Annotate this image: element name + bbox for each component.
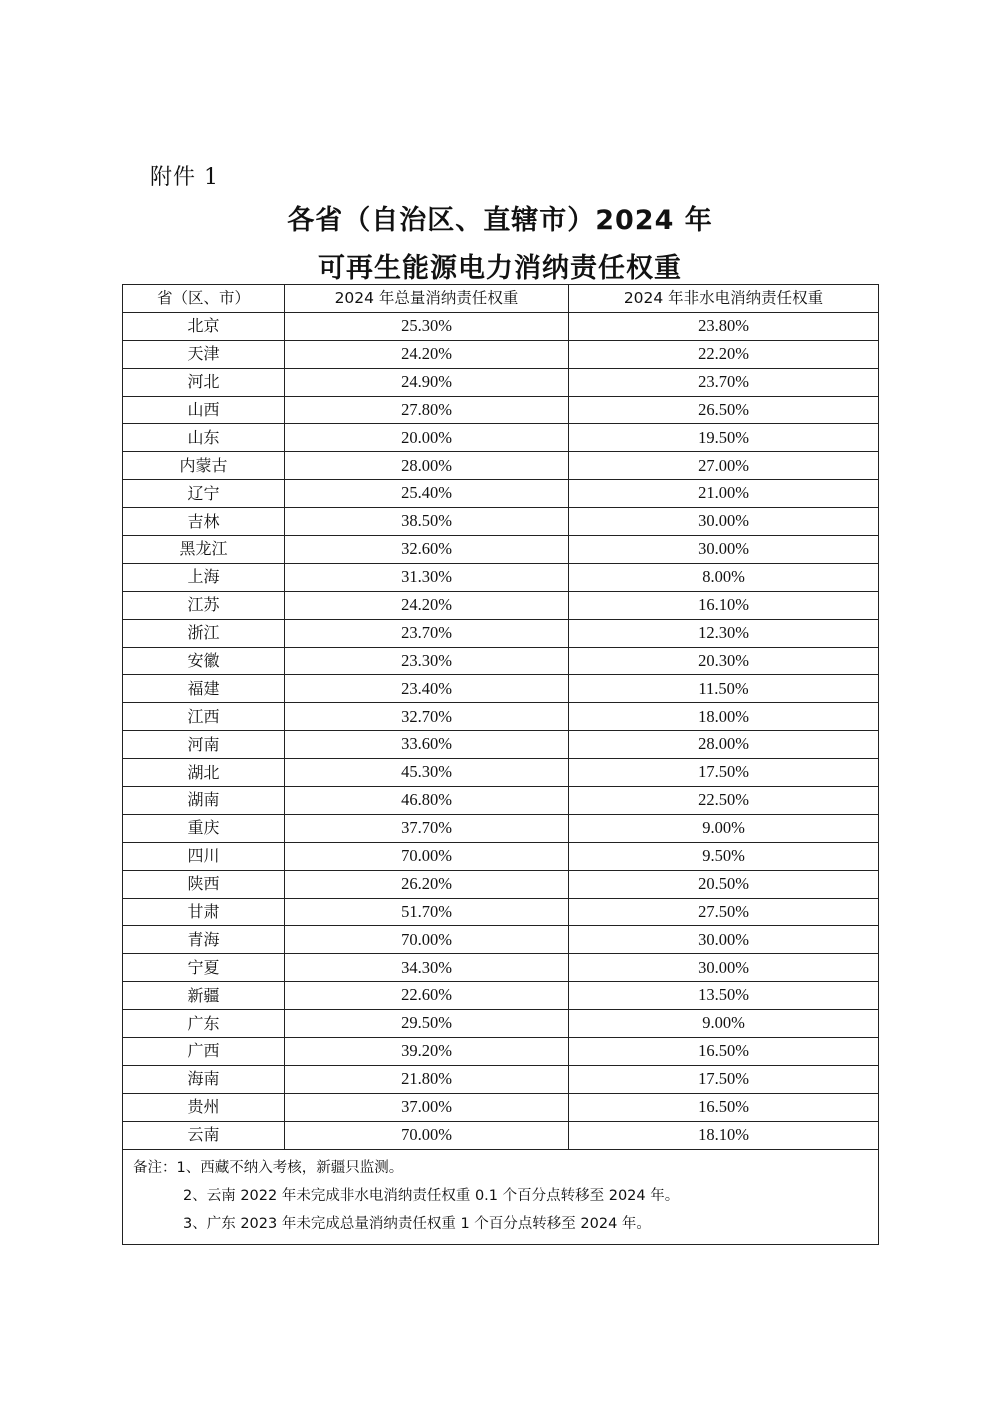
non-hydro-weight-cell: 22.20% — [569, 340, 879, 368]
province-cell: 吉林 — [123, 508, 285, 536]
total-weight-cell: 70.00% — [285, 842, 569, 870]
note-3: 3、广东 2023 年未完成总量消纳责任权重 1 个百分点转移至 2024 年。 — [183, 1215, 651, 1232]
table-row — [123, 954, 879, 982]
table-row — [123, 703, 879, 731]
non-hydro-weight-cell: 12.30% — [569, 619, 879, 647]
total-weight-cell: 21.80% — [285, 1065, 569, 1093]
non-hydro-weight-cell: 11.50% — [569, 675, 879, 703]
non-hydro-weight-cell: 22.50% — [569, 787, 879, 815]
province-cell: 云南 — [123, 1121, 285, 1149]
non-hydro-weight-cell: 8.00% — [569, 563, 879, 591]
non-hydro-weight-cell: 17.50% — [569, 1065, 879, 1093]
table-row — [123, 591, 879, 619]
table-row — [123, 814, 879, 842]
non-hydro-weight-cell: 30.00% — [569, 954, 879, 982]
table-row — [123, 368, 879, 396]
province-cell: 重庆 — [123, 814, 285, 842]
total-weight-cell: 39.20% — [285, 1038, 569, 1066]
table-row — [123, 312, 879, 340]
table-row — [123, 1093, 879, 1121]
table-header-row — [123, 285, 879, 313]
non-hydro-weight-cell: 26.50% — [569, 396, 879, 424]
province-cell: 陕西 — [123, 870, 285, 898]
total-weight-cell: 25.30% — [285, 312, 569, 340]
notes-row — [123, 1149, 879, 1244]
non-hydro-weight-cell: 9.50% — [569, 842, 879, 870]
table-row — [123, 759, 879, 787]
province-cell: 贵州 — [123, 1093, 285, 1121]
total-weight-cell: 46.80% — [285, 787, 569, 815]
total-weight-cell: 24.90% — [285, 368, 569, 396]
province-cell: 辽宁 — [123, 480, 285, 508]
note-2: 2、云南 2022 年未完成非水电消纳责任权重 0.1 个百分点转移至 2024 年。 — [183, 1187, 680, 1204]
attachment-label: 附件 1 — [150, 165, 219, 190]
total-weight-cell: 27.80% — [285, 396, 569, 424]
total-weight-cell: 38.50% — [285, 508, 569, 536]
non-hydro-weight-cell: 30.00% — [569, 508, 879, 536]
total-weight-cell: 24.20% — [285, 591, 569, 619]
table-row — [123, 1010, 879, 1038]
non-hydro-weight-cell: 27.00% — [569, 452, 879, 480]
non-hydro-weight-cell: 16.50% — [569, 1093, 879, 1121]
note-1: 备注：1、西藏不纳入考核，新疆只监测。 — [133, 1159, 404, 1176]
non-hydro-weight-cell: 13.50% — [569, 982, 879, 1010]
total-weight-cell: 29.50% — [285, 1010, 569, 1038]
province-cell: 四川 — [123, 842, 285, 870]
table-row — [123, 787, 879, 815]
total-weight-cell: 33.60% — [285, 731, 569, 759]
non-hydro-weight-cell: 23.80% — [569, 312, 879, 340]
table-row — [123, 340, 879, 368]
province-cell: 上海 — [123, 563, 285, 591]
table-row — [123, 982, 879, 1010]
province-cell: 北京 — [123, 312, 285, 340]
table-row — [123, 842, 879, 870]
province-cell: 海南 — [123, 1065, 285, 1093]
non-hydro-weight-cell: 17.50% — [569, 759, 879, 787]
province-cell: 天津 — [123, 340, 285, 368]
non-hydro-weight-cell: 18.10% — [569, 1121, 879, 1149]
province-cell: 湖北 — [123, 759, 285, 787]
table-row — [123, 731, 879, 759]
table-row — [123, 647, 879, 675]
table-body — [123, 312, 879, 1149]
province-cell: 安徽 — [123, 647, 285, 675]
non-hydro-weight-cell: 18.00% — [569, 703, 879, 731]
province-cell: 内蒙古 — [123, 452, 285, 480]
total-weight-cell: 45.30% — [285, 759, 569, 787]
table-row — [123, 1038, 879, 1066]
table-row — [123, 480, 879, 508]
non-hydro-weight-cell: 28.00% — [569, 731, 879, 759]
province-cell: 浙江 — [123, 619, 285, 647]
total-weight-cell: 70.00% — [285, 1121, 569, 1149]
total-weight-cell: 37.70% — [285, 814, 569, 842]
total-weight-cell: 37.00% — [285, 1093, 569, 1121]
table-row — [123, 870, 879, 898]
non-hydro-weight-cell: 16.50% — [569, 1038, 879, 1066]
non-hydro-weight-cell: 20.50% — [569, 870, 879, 898]
province-cell: 湖南 — [123, 787, 285, 815]
table-row — [123, 675, 879, 703]
total-weight-cell: 23.40% — [285, 675, 569, 703]
document-title-line-1: 各省（自治区、直辖市）2024 年 — [287, 205, 713, 236]
weights-table — [122, 284, 879, 1245]
header-total-weight: 2024 年总量消纳责任权重 — [285, 285, 569, 313]
non-hydro-weight-cell: 30.00% — [569, 536, 879, 564]
table-row — [123, 396, 879, 424]
total-weight-cell: 26.20% — [285, 870, 569, 898]
non-hydro-weight-cell: 27.50% — [569, 898, 879, 926]
province-cell: 新疆 — [123, 982, 285, 1010]
province-cell: 黑龙江 — [123, 536, 285, 564]
province-cell: 宁夏 — [123, 954, 285, 982]
table-row — [123, 619, 879, 647]
total-weight-cell: 32.60% — [285, 536, 569, 564]
non-hydro-weight-cell: 19.50% — [569, 424, 879, 452]
province-cell: 福建 — [123, 675, 285, 703]
province-cell: 江西 — [123, 703, 285, 731]
total-weight-cell: 34.30% — [285, 954, 569, 982]
table-row — [123, 1121, 879, 1149]
non-hydro-weight-cell: 23.70% — [569, 368, 879, 396]
total-weight-cell: 24.20% — [285, 340, 569, 368]
total-weight-cell: 22.60% — [285, 982, 569, 1010]
province-cell: 甘肃 — [123, 898, 285, 926]
province-cell: 广西 — [123, 1038, 285, 1066]
total-weight-cell: 25.40% — [285, 480, 569, 508]
non-hydro-weight-cell: 16.10% — [569, 591, 879, 619]
notes-cell — [123, 1149, 879, 1244]
table-row — [123, 926, 879, 954]
non-hydro-weight-cell: 20.30% — [569, 647, 879, 675]
table-row — [123, 536, 879, 564]
total-weight-cell: 23.30% — [285, 647, 569, 675]
document-title-line-2: 可再生能源电力消纳责任权重 — [318, 253, 682, 284]
table-row — [123, 898, 879, 926]
province-cell: 河南 — [123, 731, 285, 759]
non-hydro-weight-cell: 9.00% — [569, 814, 879, 842]
non-hydro-weight-cell: 30.00% — [569, 926, 879, 954]
province-cell: 江苏 — [123, 591, 285, 619]
header-non-hydro-weight: 2024 年非水电消纳责任权重 — [569, 285, 879, 313]
province-cell: 山西 — [123, 396, 285, 424]
non-hydro-weight-cell: 21.00% — [569, 480, 879, 508]
total-weight-cell: 32.70% — [285, 703, 569, 731]
table-row — [123, 452, 879, 480]
non-hydro-weight-cell: 9.00% — [569, 1010, 879, 1038]
total-weight-cell: 20.00% — [285, 424, 569, 452]
header-province: 省（区、市） — [123, 285, 285, 313]
table-row — [123, 1065, 879, 1093]
province-cell: 广东 — [123, 1010, 285, 1038]
total-weight-cell: 23.70% — [285, 619, 569, 647]
table-row — [123, 508, 879, 536]
total-weight-cell: 28.00% — [285, 452, 569, 480]
total-weight-cell: 31.30% — [285, 563, 569, 591]
province-cell: 青海 — [123, 926, 285, 954]
table-row — [123, 563, 879, 591]
total-weight-cell: 51.70% — [285, 898, 569, 926]
table-row — [123, 424, 879, 452]
total-weight-cell: 70.00% — [285, 926, 569, 954]
province-cell: 山东 — [123, 424, 285, 452]
province-cell: 河北 — [123, 368, 285, 396]
